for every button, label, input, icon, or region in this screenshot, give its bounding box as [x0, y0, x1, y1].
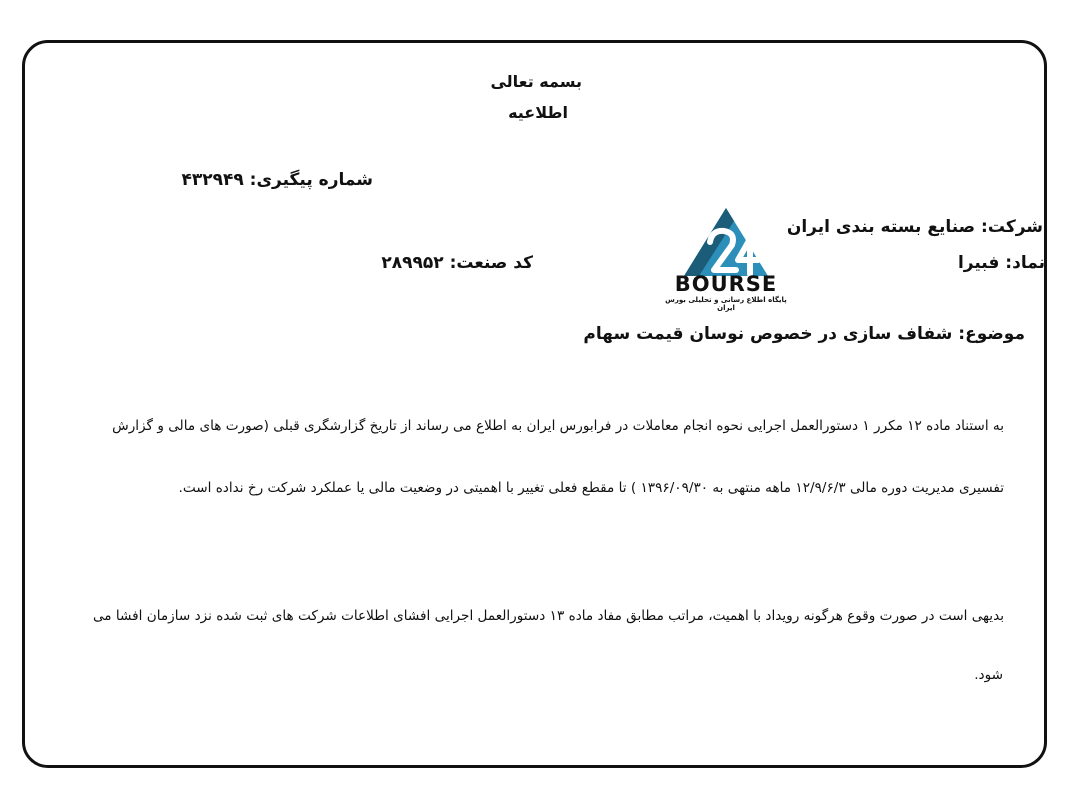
document-frame: [22, 40, 1047, 768]
company-symbol: نماد: فبیرا: [957, 253, 1045, 273]
body-paragraph-1-line-1: به استناد ماده ۱۲ مکرر ۱ دستورالعمل اجرایی نحوه انجام معاملات در فرابورس ایران به اطلاع می رساند از تاریخ گزارشگری قبلی (صورت های مالی و گزارش: [112, 418, 1004, 434]
notice-title: اطلاعیه: [508, 103, 568, 122]
basmala: بسمه تعالی: [490, 72, 582, 91]
body-paragraph-2-line-2: شود.: [974, 667, 1003, 683]
bourse-logo: [662, 200, 790, 312]
bourse-tagline: پایگاه اطلاع رسانی و تحلیلی بورس ایران: [665, 296, 787, 312]
tracking-number: شماره پیگیری: ۴۳۲۹۴۹: [181, 170, 373, 190]
industry-code: کد صنعت: ۲۸۹۹۵۲: [381, 253, 533, 273]
company-name: شرکت: صنایع بسته بندی ایران: [786, 217, 1043, 237]
bourse-logo-icon: [662, 200, 790, 278]
bourse-wordmark: BOURSE: [674, 272, 778, 296]
subject-line: موضوع: شفاف سازی در خصوص نوسان قیمت سهام: [583, 324, 1025, 344]
body-paragraph-1-line-2: تفسیری مدیریت دوره مالی ۱۲/۹/۶/۳ ماهه منتهی به ۱۳۹۶/۰۹/۳۰ ) تا مقطع فعلی تغییر با اهمیتی در وضعیت مالی یا عملکرد شرکت رخ نداده است.: [178, 480, 1004, 496]
body-paragraph-2-line-1: بدیهی است در صورت وقوع هرگونه رویداد با اهمیت، مراتب مطابق مفاد ماده ۱۳ دستورالعمل اجرایی افشای اطلاعات شرکت های ثبت شده نزد سازمان افشا می: [92, 608, 1004, 624]
